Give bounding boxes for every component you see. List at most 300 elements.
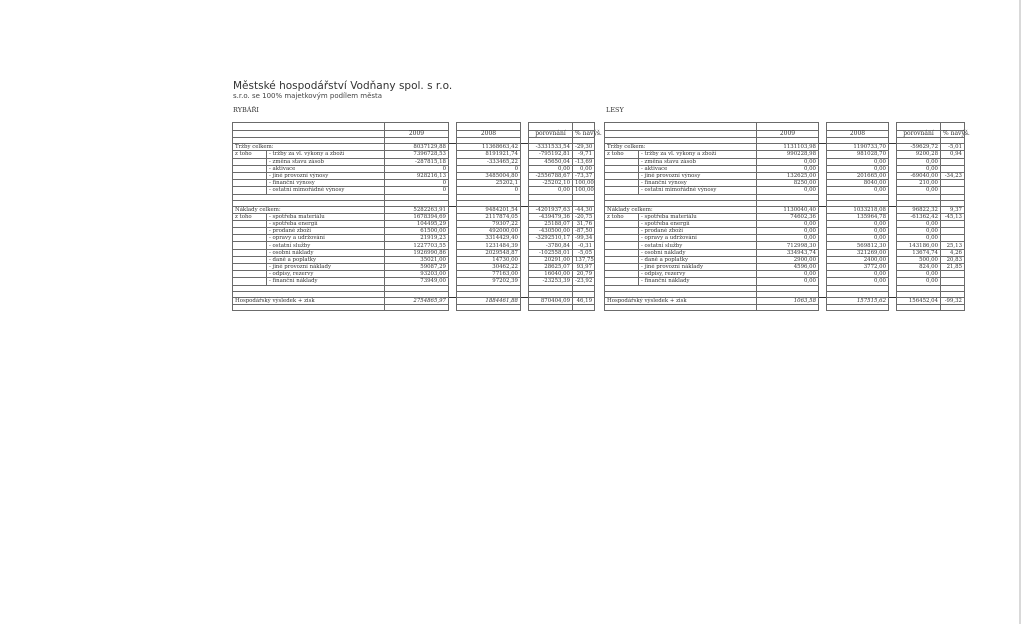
value-percent: -99,34 <box>573 235 595 242</box>
value-2008: 79307,22 <box>457 220 521 227</box>
spacer-cell <box>889 165 897 172</box>
spacer-cell <box>449 249 457 256</box>
revenue-item-row <box>605 180 965 187</box>
value-percent: -29,30 <box>573 144 595 151</box>
row-prefix <box>605 235 639 242</box>
value-2009: 1131103,98 <box>757 144 819 151</box>
spacer-cell <box>449 228 457 235</box>
value-comparison: 96822,32 <box>897 206 941 213</box>
spacer-cell <box>819 278 827 285</box>
value-2009: 1130040,40 <box>757 206 819 213</box>
costs-item-row <box>605 235 965 242</box>
blank-cell <box>521 123 529 131</box>
value-2009: 35021,00 <box>385 256 449 263</box>
value-2009: 1227703,55 <box>385 242 449 249</box>
blank-cell <box>897 304 941 310</box>
row-prefix <box>605 180 639 187</box>
revenue-item-row <box>233 165 595 172</box>
blank-cell <box>529 304 573 310</box>
value-2008: 0,00 <box>827 235 889 242</box>
row-prefix <box>233 235 267 242</box>
blank-cell <box>819 304 827 310</box>
costs-item-row <box>233 220 595 227</box>
value-comparison: 0,00 <box>529 165 573 172</box>
costs-total-row <box>605 206 965 213</box>
value-comparison: -25202,10 <box>529 180 573 187</box>
value-percent <box>941 278 965 285</box>
row-label: - jiné provozní výnosy <box>639 172 757 179</box>
value-comparison: -3331533,54 <box>529 144 573 151</box>
value-2008: 97202,39 <box>457 278 521 285</box>
row-label: - ostatní služby <box>267 242 385 249</box>
blank-cell <box>757 304 819 310</box>
spacer-cell <box>449 213 457 220</box>
value-comparison: 0,00 <box>529 187 573 194</box>
costs-item-row <box>233 249 595 256</box>
spacer-cell <box>521 206 529 213</box>
spacer-cell <box>521 131 529 138</box>
row-label: - změna stavu zásob <box>267 158 385 165</box>
value-2009: 2900,00 <box>757 256 819 263</box>
row-prefix <box>605 264 639 271</box>
spacer-cell <box>819 144 827 151</box>
value-comparison: 0,00 <box>897 220 941 227</box>
value-percent: 137,75 <box>573 256 595 263</box>
value-2009: 0,00 <box>757 158 819 165</box>
row-prefix <box>605 278 639 285</box>
row-label: - aktivace <box>267 165 385 172</box>
row-prefix <box>233 187 267 194</box>
costs-item-row <box>605 264 965 271</box>
spacer-cell <box>819 228 827 235</box>
row-label: - spotřeba energií <box>639 220 757 227</box>
revenue-item-row <box>605 151 965 158</box>
value-percent: -9,71 <box>573 151 595 158</box>
value-comparison: 20291,00 <box>529 256 573 263</box>
header-2009: 2009 <box>385 131 449 138</box>
value-2008: 1884461,88 <box>457 297 521 304</box>
row-label: - odpisy, rezervy <box>639 271 757 278</box>
value-comparison: 870404,09 <box>529 297 573 304</box>
value-percent: 20,83 <box>941 256 965 263</box>
spacer-cell <box>521 213 529 220</box>
costs-item-row <box>605 220 965 227</box>
row-label: - spotřeba materiálu <box>639 213 757 220</box>
value-comparison: -430500,00 <box>529 228 573 235</box>
value-2009: -287815,18 <box>385 158 449 165</box>
revenue-item-row <box>233 187 595 194</box>
value-percent: -0,31 <box>573 242 595 249</box>
row-prefix <box>605 228 639 235</box>
value-2009: 0 <box>385 180 449 187</box>
spacer-cell <box>449 172 457 179</box>
spacer-cell <box>521 228 529 235</box>
spacer-cell <box>819 165 827 172</box>
value-comparison: 824,00 <box>897 264 941 271</box>
value-percent: -34,23 <box>941 172 965 179</box>
value-2009: 8250,00 <box>757 180 819 187</box>
row-label: - tržby za vl. výkony a zboží <box>639 151 757 158</box>
spacer-cell <box>449 264 457 271</box>
spacer-cell <box>521 297 529 304</box>
blank-cell <box>889 304 897 310</box>
value-2008: 0,00 <box>827 187 889 194</box>
value-percent: -13,69 <box>573 158 595 165</box>
value-2009: 74602,36 <box>757 213 819 220</box>
value-percent <box>941 228 965 235</box>
value-2009: 0,00 <box>757 220 819 227</box>
spacer-cell <box>889 213 897 220</box>
value-comparison: -59629,72 <box>897 144 941 151</box>
value-percent: 100,00 <box>573 187 595 194</box>
row-label: - finanční náklady <box>639 278 757 285</box>
value-2008: 0 <box>457 187 521 194</box>
value-2008: 0,00 <box>827 158 889 165</box>
value-2008: 0 <box>457 165 521 172</box>
rybari-table <box>232 122 602 311</box>
value-comparison: 0,00 <box>897 228 941 235</box>
result-label: Hospodářský výsledek + zisk <box>605 297 757 304</box>
row-label: - osobní náklady <box>639 249 757 256</box>
spacer-row <box>605 304 965 310</box>
value-percent: 4,26 <box>941 249 965 256</box>
value-percent <box>941 187 965 194</box>
revenue-item-row <box>605 165 965 172</box>
value-comparison: -23253,39 <box>529 278 573 285</box>
value-percent: -87,50 <box>573 228 595 235</box>
spacer-cell <box>521 256 529 263</box>
value-percent: 25,13 <box>941 242 965 249</box>
row-label: - změna stavu zásob <box>639 158 757 165</box>
header-2008: 2008 <box>457 131 521 138</box>
value-comparison: -69040,00 <box>897 172 941 179</box>
result-row <box>605 297 965 304</box>
spacer-cell <box>889 278 897 285</box>
spacer-cell <box>449 242 457 249</box>
spacer-cell <box>889 249 897 256</box>
header-row <box>605 131 965 138</box>
costs-item-row <box>605 271 965 278</box>
revenue-total-label: Tržby celkem: <box>233 144 385 151</box>
spacer-cell <box>889 172 897 179</box>
value-comparison: -3292510,17 <box>529 235 573 242</box>
row-label: - finanční výnosy <box>639 180 757 187</box>
row-label: - daně a poplatky <box>267 256 385 263</box>
row-prefix <box>605 158 639 165</box>
value-2009: 8037129,88 <box>385 144 449 151</box>
spacer-cell <box>449 144 457 151</box>
spacer-cell <box>889 242 897 249</box>
spacer-cell <box>819 213 827 220</box>
value-2008: 0,00 <box>827 228 889 235</box>
revenue-item-row <box>233 172 595 179</box>
row-label: - opravy a udržování <box>639 235 757 242</box>
spacer-cell <box>819 271 827 278</box>
spacer-cell <box>449 131 457 138</box>
spacer-cell <box>819 187 827 194</box>
value-2009: 93203,00 <box>385 271 449 278</box>
value-2009: 0 <box>385 165 449 172</box>
spacer-cell <box>521 144 529 151</box>
spacer-cell <box>819 151 827 158</box>
row-label: - ostatní mimořádné výnosy <box>639 187 757 194</box>
value-2009: 0,00 <box>757 228 819 235</box>
value-comparison: -61362,42 <box>897 213 941 220</box>
row-prefix <box>233 165 267 172</box>
value-percent: 100,00 <box>573 180 595 187</box>
value-percent: 9,37 <box>941 206 965 213</box>
revenue-total-row <box>605 144 965 151</box>
value-percent: -5,05 <box>573 249 595 256</box>
value-comparison: 9200,28 <box>897 151 941 158</box>
spacer-cell <box>819 264 827 271</box>
spacer-cell <box>889 228 897 235</box>
blank-cell <box>449 304 457 310</box>
costs-item-row <box>233 242 595 249</box>
lesy-table <box>604 122 970 311</box>
value-percent: 46,19 <box>573 297 595 304</box>
revenue-item-row <box>233 151 595 158</box>
spacer-cell <box>449 235 457 242</box>
value-2008: 0,00 <box>827 165 889 172</box>
value-percent <box>941 235 965 242</box>
blank-cell <box>889 123 897 131</box>
costs-total-row <box>233 206 595 213</box>
value-comparison: 0,00 <box>897 271 941 278</box>
blank-cell <box>941 304 965 310</box>
blank-cell <box>449 123 457 131</box>
header-percent: % navýš. <box>941 131 965 138</box>
row-label: - finanční výnosy <box>267 180 385 187</box>
spacer-cell <box>819 131 827 138</box>
value-percent <box>941 158 965 165</box>
spacer-cell <box>889 297 897 304</box>
value-2008: 981028,70 <box>827 151 889 158</box>
value-2008: 1231484,39 <box>457 242 521 249</box>
value-2008: 0,00 <box>827 278 889 285</box>
row-prefix <box>605 172 639 179</box>
value-2009: 2754865,97 <box>385 297 449 304</box>
row-prefix <box>605 256 639 263</box>
row-label: - spotřeba energií <box>267 220 385 227</box>
spacer-cell <box>819 172 827 179</box>
spacer-cell <box>521 235 529 242</box>
costs-item-row <box>233 271 595 278</box>
value-2009: 59087,29 <box>385 264 449 271</box>
value-percent: 93,97 <box>573 264 595 271</box>
page-subtitle: s.r.o. se 100% majetkovým podílem města <box>233 92 383 100</box>
value-percent: -99,32 <box>941 297 965 304</box>
costs-item-row <box>605 213 965 220</box>
spacer-row <box>233 304 595 310</box>
costs-item-row <box>233 235 595 242</box>
value-2008: 0,00 <box>827 271 889 278</box>
value-comparison: -2556788,67 <box>529 172 573 179</box>
value-2009: 0,00 <box>757 235 819 242</box>
spacer-cell <box>819 242 827 249</box>
value-2009: 73949,00 <box>385 278 449 285</box>
costs-item-row <box>233 256 595 263</box>
value-percent: 21,85 <box>941 264 965 271</box>
row-prefix <box>605 242 639 249</box>
value-2009: 104495,29 <box>385 220 449 227</box>
value-percent <box>941 271 965 278</box>
value-2008: 9484201,54 <box>457 206 521 213</box>
value-2008: 8040,00 <box>827 180 889 187</box>
value-2009: 4596,00 <box>757 264 819 271</box>
value-2009: 61500,00 <box>385 228 449 235</box>
value-2008: 30462,22 <box>457 264 521 271</box>
value-comparison: -439479,36 <box>529 213 573 220</box>
spacer-cell <box>889 158 897 165</box>
spacer-cell <box>889 220 897 227</box>
revenue-item-row <box>233 158 595 165</box>
row-prefix <box>233 249 267 256</box>
spacer-cell <box>449 278 457 285</box>
value-2009: 5282263,91 <box>385 206 449 213</box>
value-2008: 1033218,08 <box>827 206 889 213</box>
row-label: - ostatní mimořádné výnosy <box>267 187 385 194</box>
row-label: - aktivace <box>639 165 757 172</box>
value-comparison: -3780,84 <box>529 242 573 249</box>
spacer-cell <box>449 158 457 165</box>
value-2008: 135964,78 <box>827 213 889 220</box>
value-percent: 0,00 <box>573 165 595 172</box>
spacer-cell <box>889 256 897 263</box>
spacer-cell <box>521 242 529 249</box>
spacer-cell <box>449 151 457 158</box>
spacer-cell <box>521 165 529 172</box>
header-2009: 2009 <box>757 131 819 138</box>
row-prefix: z toho <box>605 151 639 158</box>
value-2008: 321269,00 <box>827 249 889 256</box>
costs-item-row <box>605 249 965 256</box>
value-2008: 201665,00 <box>827 172 889 179</box>
spacer-cell <box>521 158 529 165</box>
row-prefix <box>605 249 639 256</box>
value-percent: -23,92 <box>573 278 595 285</box>
value-percent <box>941 220 965 227</box>
row-prefix <box>233 180 267 187</box>
spacer-cell <box>889 131 897 138</box>
row-label: - jiné provozní náklady <box>639 264 757 271</box>
value-percent: 31,76 <box>573 220 595 227</box>
spacer-cell <box>449 206 457 213</box>
row-prefix <box>233 271 267 278</box>
header-blank <box>233 131 385 138</box>
spacer-cell <box>889 180 897 187</box>
costs-item-row <box>605 278 965 285</box>
spacer-cell <box>449 297 457 304</box>
header-comparison: porovnání <box>897 131 941 138</box>
section-label-lesy: LESY <box>606 106 624 114</box>
row-label: - daně a poplatky <box>639 256 757 263</box>
value-2008: 25202,1 <box>457 180 521 187</box>
spacer-cell <box>521 180 529 187</box>
spacer-cell <box>819 249 827 256</box>
spacer-cell <box>521 249 529 256</box>
spacer-cell <box>819 220 827 227</box>
value-percent: 20,79 <box>573 271 595 278</box>
spacer-cell <box>521 271 529 278</box>
result-row <box>233 297 595 304</box>
value-percent: -73,37 <box>573 172 595 179</box>
value-comparison: 28625,07 <box>529 264 573 271</box>
value-2009: 712998,30 <box>757 242 819 249</box>
value-comparison: -795192,81 <box>529 151 573 158</box>
costs-total-label: Náklady celkem: <box>605 206 757 213</box>
costs-item-row <box>605 242 965 249</box>
row-prefix <box>233 278 267 285</box>
value-2009: 990228,98 <box>757 151 819 158</box>
value-percent <box>941 165 965 172</box>
value-2009: 0 <box>385 187 449 194</box>
value-2009: 0,00 <box>757 165 819 172</box>
spacer-cell <box>889 187 897 194</box>
spacer-cell <box>521 151 529 158</box>
spacer-cell <box>889 271 897 278</box>
spacer-cell <box>819 180 827 187</box>
row-label: - jiné provozní výnosy <box>267 172 385 179</box>
row-prefix: z toho <box>233 213 267 220</box>
value-2008: 157515,62 <box>827 297 889 304</box>
value-2009: 132625,00 <box>757 172 819 179</box>
value-2009: 21919,23 <box>385 235 449 242</box>
spacer-cell <box>819 158 827 165</box>
row-prefix <box>605 271 639 278</box>
revenue-total-label: Tržby celkem: <box>605 144 757 151</box>
blank-cell <box>573 304 595 310</box>
spacer-cell <box>819 256 827 263</box>
costs-item-row <box>605 228 965 235</box>
revenue-item-row <box>605 158 965 165</box>
row-label: - odpisy, rezervy <box>267 271 385 278</box>
section-label-rybari: RYBÁŘI <box>233 106 259 114</box>
value-comparison: 210,00 <box>897 180 941 187</box>
header-percent: % navýš. <box>573 131 595 138</box>
row-prefix <box>233 228 267 235</box>
page-title: Městské hospodářství Vodňany spol. s r.o. <box>233 80 453 92</box>
costs-item-row <box>233 278 595 285</box>
value-comparison: 16040,00 <box>529 271 573 278</box>
row-label: - finanční náklady <box>267 278 385 285</box>
value-percent: -44,30 <box>573 206 595 213</box>
blank-cell <box>233 304 385 310</box>
value-comparison: 156452,04 <box>897 297 941 304</box>
blank-cell <box>819 123 827 131</box>
spacer-cell <box>889 206 897 213</box>
value-2008: 14730,00 <box>457 256 521 263</box>
value-2008: 2117874,05 <box>457 213 521 220</box>
value-2008: 492000,00 <box>457 228 521 235</box>
spacer-cell <box>449 271 457 278</box>
value-2009: 334943,74 <box>757 249 819 256</box>
value-percent: -45,13 <box>941 213 965 220</box>
value-comparison: 45650,04 <box>529 158 573 165</box>
row-prefix <box>233 158 267 165</box>
value-2008: 3314429,40 <box>457 235 521 242</box>
spacer-cell <box>819 206 827 213</box>
row-label: - prodané zboží <box>639 228 757 235</box>
blank-cell <box>605 123 757 131</box>
spacer-cell <box>521 278 529 285</box>
row-prefix: z toho <box>233 151 267 158</box>
spacer-cell <box>449 165 457 172</box>
value-2009: 1926990,86 <box>385 249 449 256</box>
value-percent: 0,94 <box>941 151 965 158</box>
spacer-cell <box>819 297 827 304</box>
value-2008: 0,00 <box>827 220 889 227</box>
